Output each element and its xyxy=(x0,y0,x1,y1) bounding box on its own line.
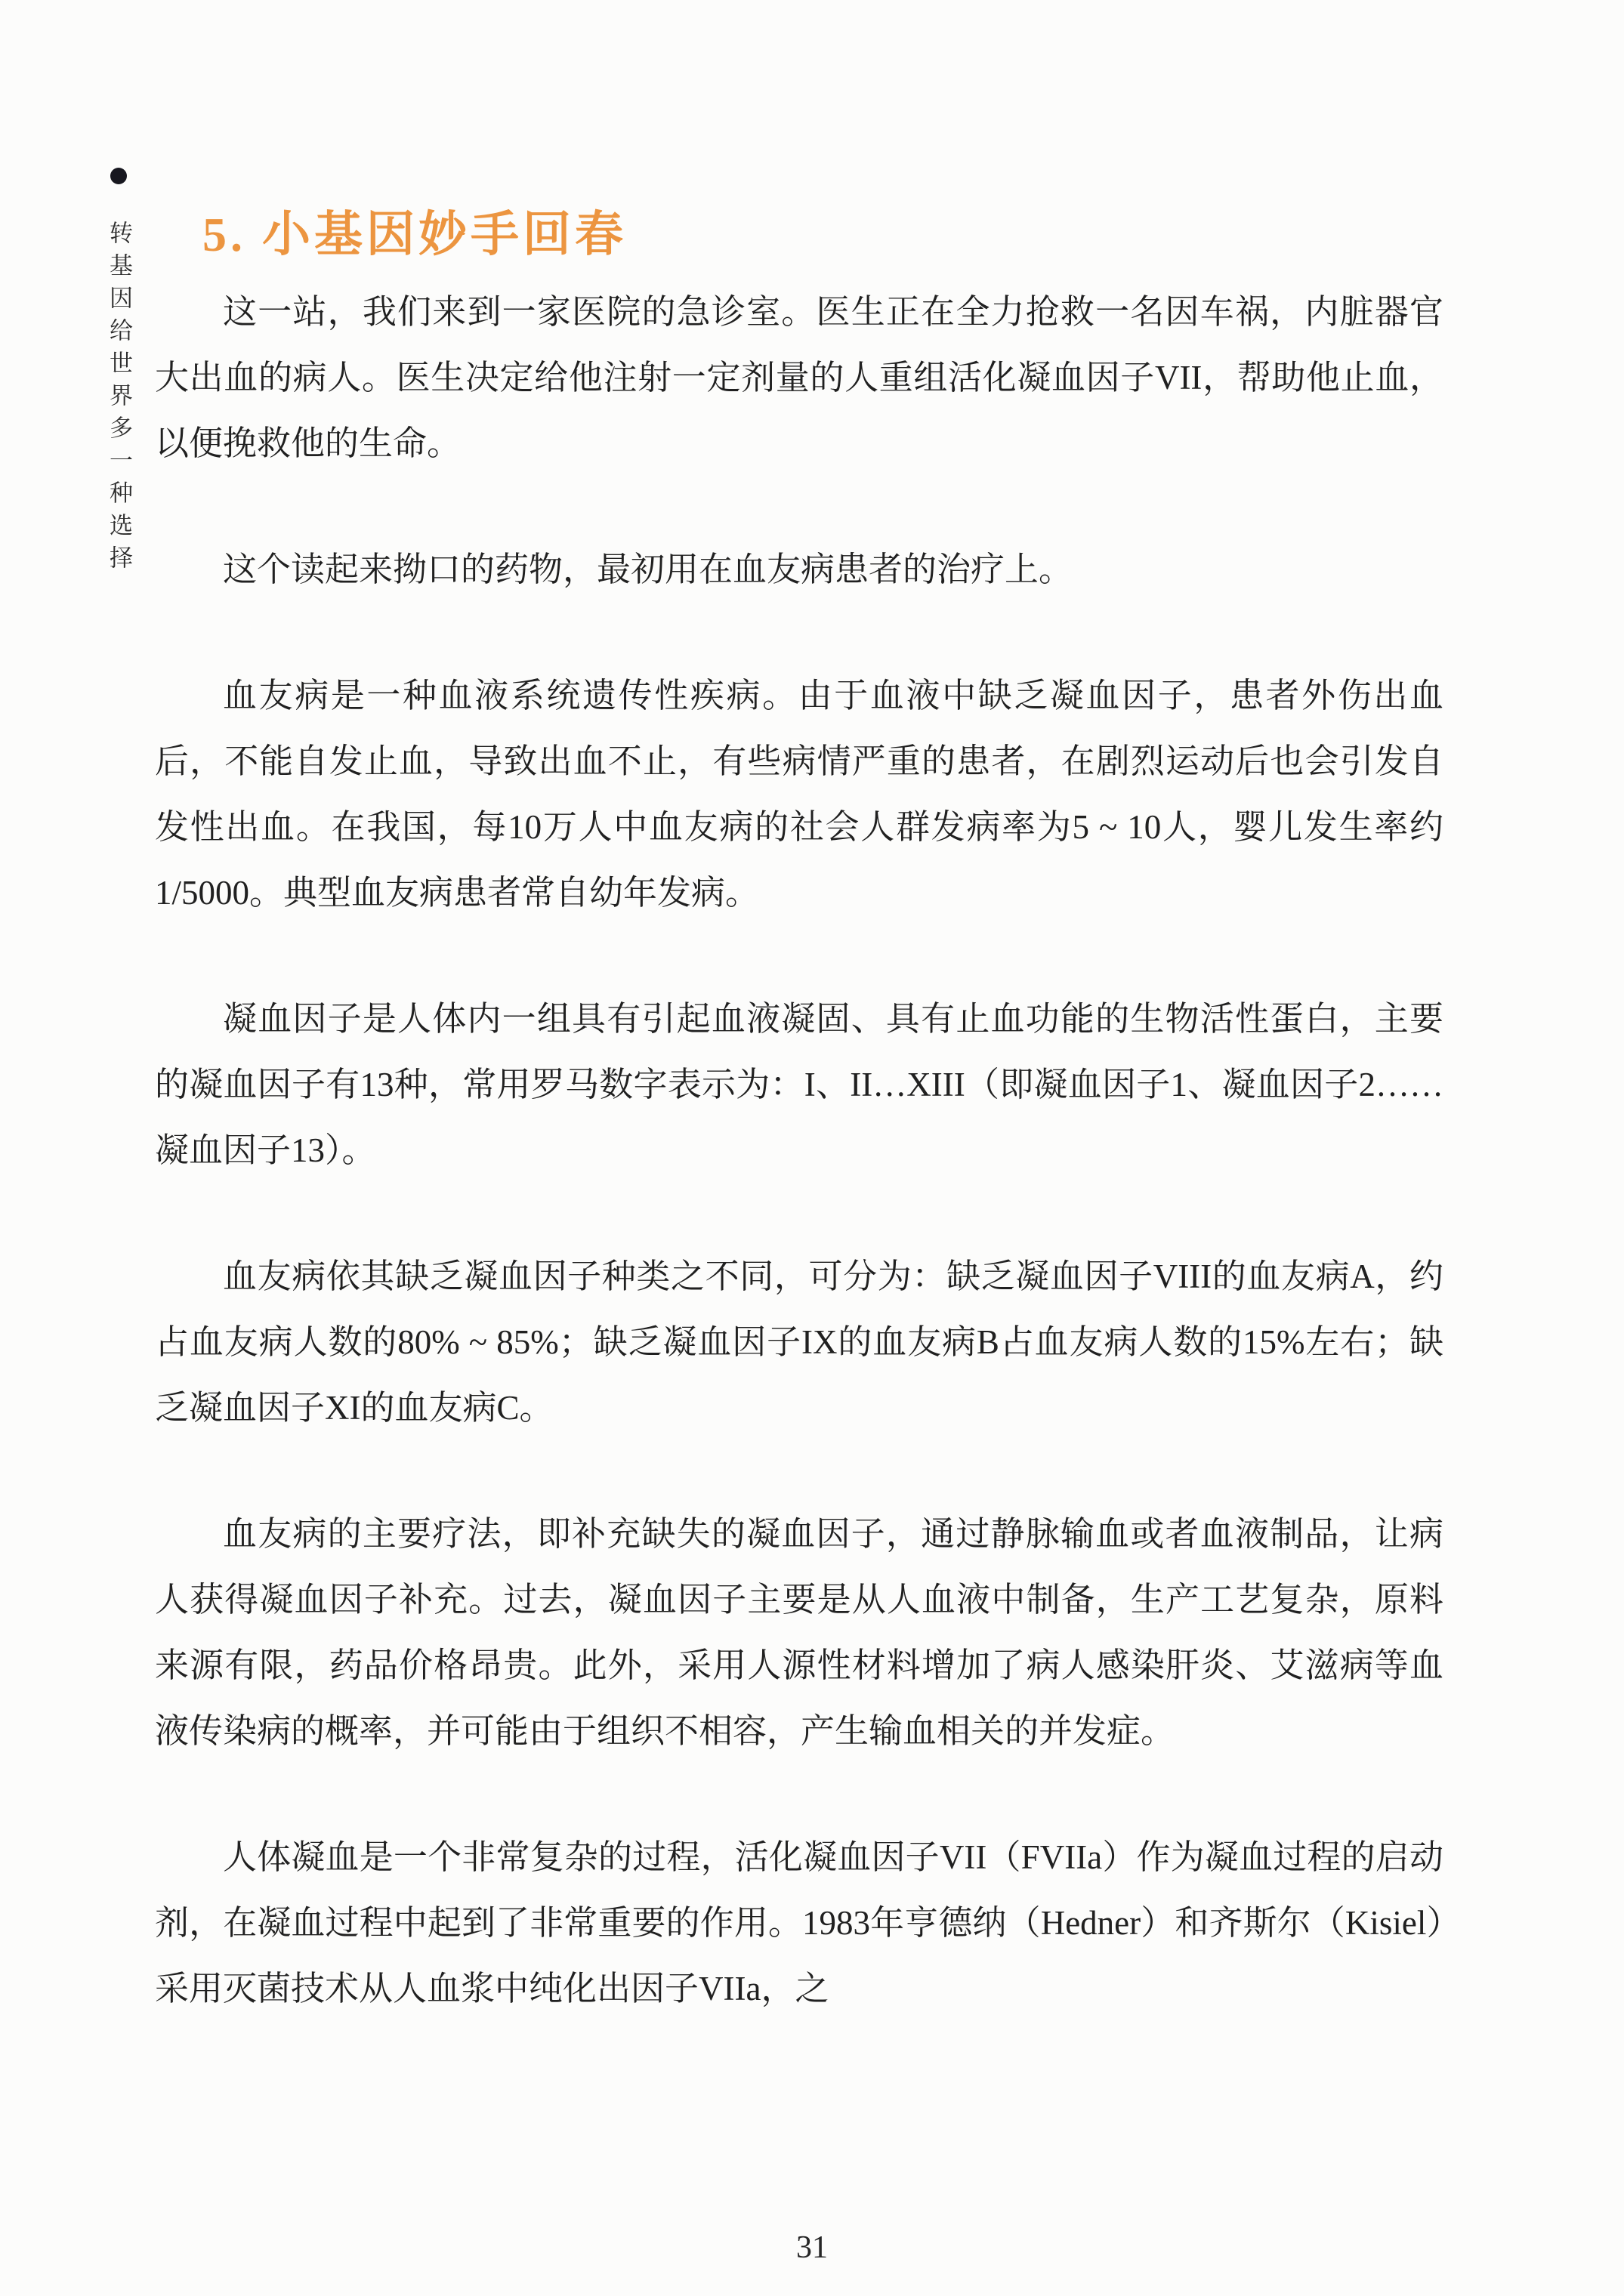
body-paragraph: 这个读起来拗口的药物，最初用在血友病患者的治疗上。 xyxy=(223,551,1073,588)
book-series-vertical-title: 转基因给世界多一种选择 xyxy=(106,221,132,578)
body-paragraph: 血友病的主要疗法，即补充缺失的凝血因子，通过静脉输血或者血液制品，让病人获得凝血因子补充。过去，凝血因子主要是从人血液中制备，生产工艺复杂，原料来源有限，药品价格昂贵。此外，采用人源性材料增加了病人感染肝炎、艾滋病等血液传染病的概率，并可能由于组织不相容，产生输血相关的并发症。 xyxy=(155,1515,1443,1750)
body-paragraph: 血友病依其缺乏凝血因子种类之不同，可分为：缺乏凝血因子VIII的血友病A，约占血友病人数的80% ~ 85%；缺乏凝血因子IX的血友病B占血友病人数的15%左右；缺乏凝血因子XI的血友病C。 xyxy=(155,1258,1443,1427)
body-paragraph: 人体凝血是一个非常复杂的过程，活化凝血因子VII（FVIIa）作为凝血过程的启动剂，在凝血过程中起到了非常重要的作用。1983年亨德纳（Hedner）和齐斯尔（Kisiel）采用灭菌技术从人血浆中纯化出因子VIIa，之 xyxy=(155,1838,1443,2007)
body-paragraph: 这一站，我们来到一家医院的急诊室。医生正在全力抢救一名因车祸，内脏器官大出血的病人。医生决定给他注射一定剂量的人重组活化凝血因子VII，帮助他止血，以便挽救他的生命。 xyxy=(155,293,1443,462)
chapter-heading: 5. 小基因妙手回春 xyxy=(202,207,627,261)
body-paragraph: 血友病是一种血液系统遗传性疾病。由于血液中缺乏凝血因子，患者外伤出血后，不能自发止血，导致出血不止，有些病情严重的患者，在剧烈运动后也会引发自发性出血。在我国，每10万人中血友病的社会人群发病率为5 ~ 10人，婴儿发生率约1/5000。典型血友病患者常自幼年发病。 xyxy=(155,677,1443,912)
page-number: 31 xyxy=(796,2230,828,2265)
margin-sidebar xyxy=(101,168,136,578)
body-paragraph: 凝血因子是人体内一组具有引起血液凝固、具有止血功能的生物活性蛋白，主要的凝血因子有13种，常用罗马数字表示为：I、II…XIII（即凝血因子1、凝血因子2……凝血因子13）。 xyxy=(155,1000,1443,1169)
body-text xyxy=(155,279,1443,2082)
section-bullet-icon xyxy=(110,168,127,184)
